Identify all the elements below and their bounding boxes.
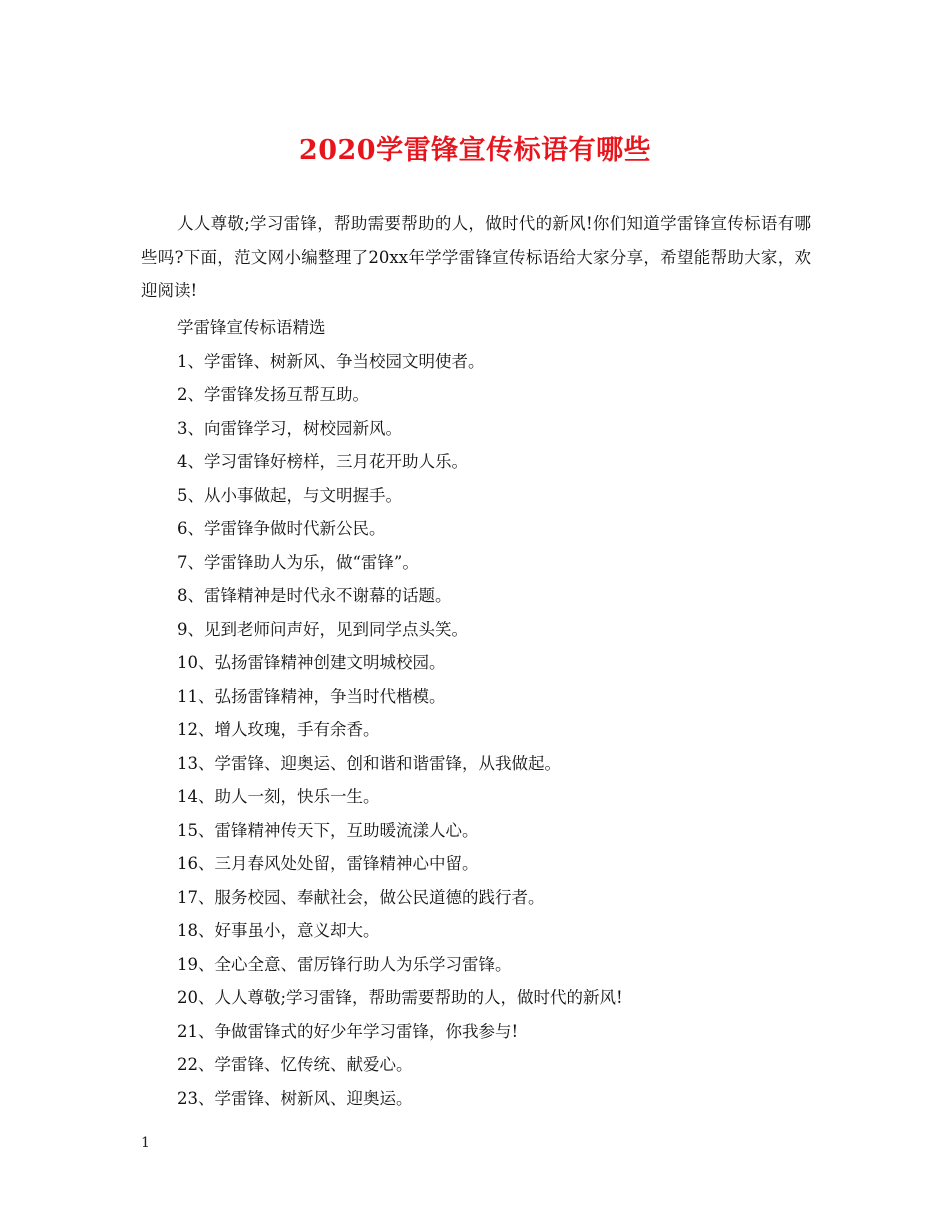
list-item: 5、从小事做起，与文明握手。 (177, 485, 402, 505)
list-item: 6、学雷锋争做时代新公民。 (177, 519, 386, 538)
list-item: 23、学雷锋、树新风、迎奥运。 (177, 1088, 413, 1108)
list-item: 12、增人玫瑰，手有余香。 (177, 720, 380, 739)
list-item: 4、学习雷锋好榜样，三月花开助人乐。 (177, 452, 468, 471)
intro-paragraph: 人人尊敬;学习雷锋，帮助需要帮助的人，做时代的新风!你们知道学雷锋宣传标语有哪些吗?下面，范文网小编整理了20xx年学学雷锋宣传标语给大家分享，希望能帮助大家，欢迎阅读! (141, 214, 811, 300)
list-item: 11、弘扬雷锋精神，争当时代楷模。 (177, 686, 446, 706)
page-number: 1 (141, 1135, 150, 1151)
list-item: 20、人人尊敬;学习雷锋，帮助需要帮助的人，做时代的新风! (177, 988, 623, 1007)
list-item: 16、三月春风处处留，雷锋精神心中留。 (177, 854, 479, 873)
list-item: 17、服务校园、奉献社会，做公民道德的践行者。 (177, 887, 545, 907)
list-item: 15、雷锋精神传天下，互助暖流漾人心。 (177, 820, 479, 840)
list-item: 1、学雷锋、树新风、争当校园文明使者。 (177, 351, 485, 371)
list-item: 21、争做雷锋式的好少年学习雷锋，你我参与! (177, 1021, 519, 1041)
list-item: 22、学雷锋、忆传统、献爱心。 (177, 1055, 413, 1074)
list-item: 10、弘扬雷锋精神创建文明城校园。 (177, 653, 446, 672)
list-item: 3、向雷锋学习，树校园新风。 (177, 418, 402, 438)
list-item: 2、学雷锋发扬互帮互助。 (177, 385, 369, 404)
list-item: 18、好事虽小，意义却大。 (177, 921, 380, 940)
list-item: 7、学雷锋助人为乐，做“雷锋”。 (177, 552, 419, 572)
list-item: 8、雷锋精神是时代永不谢幕的话题。 (177, 586, 452, 605)
section-heading: 学雷锋宣传标语精选 (177, 318, 326, 337)
list-item: 19、全心全意、雷厉锋行助人为乐学习雷锋。 (177, 954, 512, 974)
page-title: 2020学雷锋宣传标语有哪些 (298, 135, 652, 166)
list-item: 14、助人一刻，快乐一生。 (177, 787, 380, 806)
slogan-list (177, 311, 623, 1115)
list-item: 13、学雷锋、迎奥运、创和谐和谐雷锋，从我做起。 (177, 753, 561, 773)
list-item: 9、见到老师问声好，见到同学点头笑。 (177, 619, 468, 639)
